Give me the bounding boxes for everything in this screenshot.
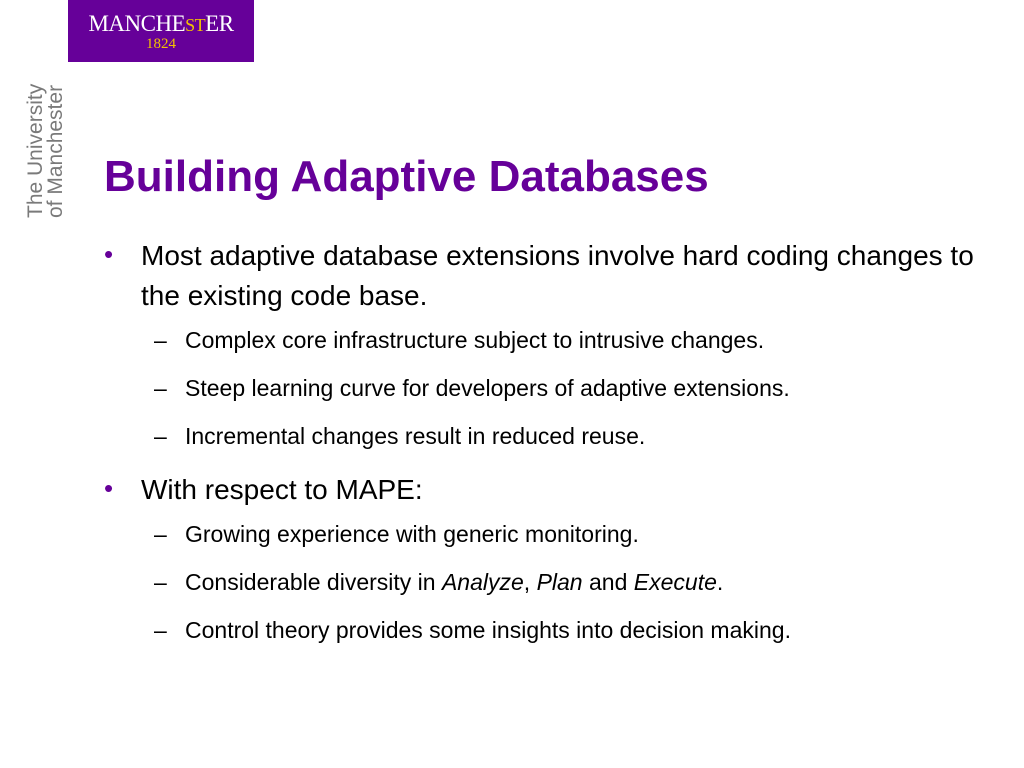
slide-title: Building Adaptive Databases (104, 152, 709, 201)
sub-bullet-text: Complex core infrastructure subject to intrusive changes. (185, 327, 765, 353)
sub-bullet-item (104, 520, 1004, 548)
sub-bullet-text: Considerable diversity in Analyze, Plan and Execute. (185, 569, 724, 595)
sub-bullet-text: Incremental changes result in reduced reuse. (185, 423, 646, 449)
dash-icon: – (154, 521, 167, 547)
sub-bullet-item (104, 374, 1004, 402)
bullet-dot-icon: • (104, 473, 114, 503)
dash-icon: – (154, 617, 167, 643)
dash-icon: – (154, 375, 167, 401)
bullet-item (104, 470, 1004, 510)
dash-icon: – (154, 327, 167, 353)
sub-bullet-text: Growing experience with generic monitoring. (185, 521, 639, 547)
sub-bullet-item (104, 568, 1004, 596)
bullet-text: With respect to MAPE: (141, 474, 423, 505)
dash-icon: – (154, 423, 167, 449)
bullet-dot-icon: • (104, 239, 114, 269)
side-text-line1: The University (24, 83, 47, 218)
sub-bullet-item (104, 616, 1004, 644)
side-university-name (0, 0, 70, 230)
bullet-text: Most adaptive database extensions involve hard coding changes to the existing code base. (141, 240, 974, 311)
sub-bullet-item (104, 422, 1004, 450)
university-logo (68, 0, 254, 62)
bullet-item (104, 236, 1004, 316)
dash-icon: – (154, 569, 167, 595)
sub-bullet-item (104, 326, 1004, 354)
logo-wordmark: MANCHESTER (88, 11, 234, 36)
logo-year: 1824 (146, 36, 176, 52)
sub-bullet-text: Steep learning curve for developers of adaptive extensions. (185, 375, 790, 401)
slide-body (104, 236, 1004, 664)
side-text-line2: of Manchester (44, 84, 67, 218)
sub-bullet-text: Control theory provides some insights into decision making. (185, 617, 791, 643)
